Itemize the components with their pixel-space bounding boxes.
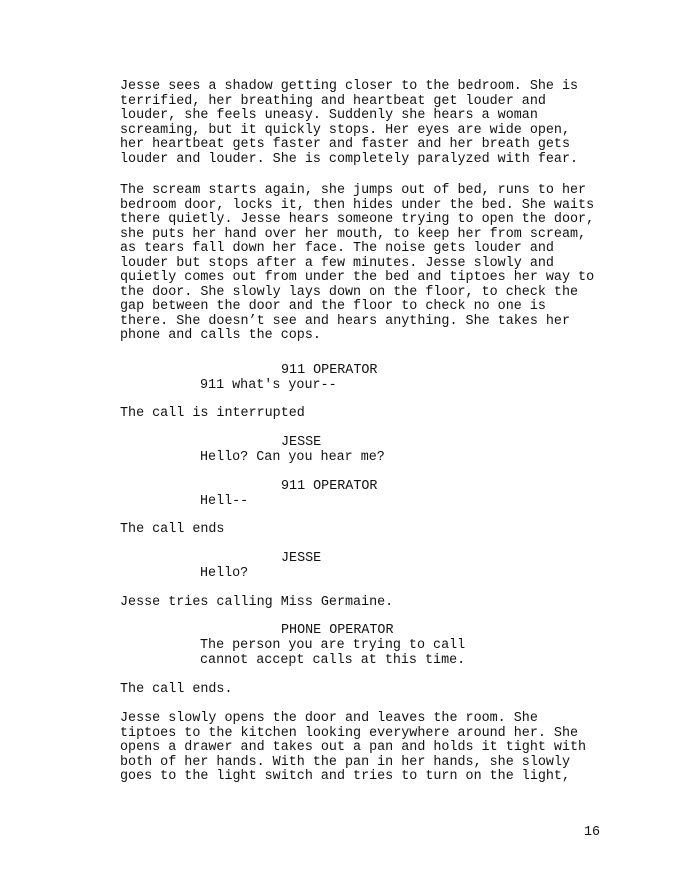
page-number: 16 [584,825,601,840]
dialogue-line: 911 what's your-- [200,378,337,393]
character-name: 911 OPERATOR [281,479,378,494]
character-name: PHONE OPERATOR [281,623,394,638]
dialogue-block: The person you are trying to call cannot accept calls at this time. [200,638,466,668]
action-paragraph: Jesse slowly opens the door and leaves the room. She tiptoes to the kitchen looking everywhere around her. She opens a drawer and takes out a pan and holds it tight with both of her hands. With the pan in her hands, she slowly goes to the light switch and tries to turn on the light, [120,711,587,784]
action-line: Jesse tries calling Miss Germaine. [120,595,394,610]
action-paragraph: Jesse sees a shadow getting closer to the bedroom. She is terrified, her breathing and heartbeat get louder and louder, she feels uneasy. Suddenly she hears a woman screaming, but it quickly stops. Her eyes are wide open, her heartbeat gets faster and faster and her breath gets louder and louder. She is completely paralyzed with fear. [120,79,579,167]
action-paragraph: The scream starts again, she jumps out of bed, runs to her bedroom door, locks it, then hides under the bed. She waits there quietly. Jesse hears someone trying to open the door, she puts her hand over her mouth, to keep her from scream, as tears fall down her face. The noise gets louder and louder but stops after a few minutes. Jesse slowly and quietly comes out from under the bed and tiptoes her way to the door. She slowly lays down on the floor, to check the gap between the door and the floor to check no one is there. She doesn’t see and hears anything. She takes her phone and calls the cops. [120,183,595,343]
dialogue-line: Hello? [200,566,249,581]
action-line: The call ends [120,522,225,537]
dialogue-line: Hell-- [200,494,249,509]
dialogue-line: Hello? Can you hear me? [200,450,385,465]
action-line: The call is interrupted [120,406,305,421]
character-name: 911 OPERATOR [281,363,378,378]
action-line: The call ends. [120,682,233,697]
character-name: JESSE [281,435,322,450]
character-name: JESSE [281,551,322,566]
